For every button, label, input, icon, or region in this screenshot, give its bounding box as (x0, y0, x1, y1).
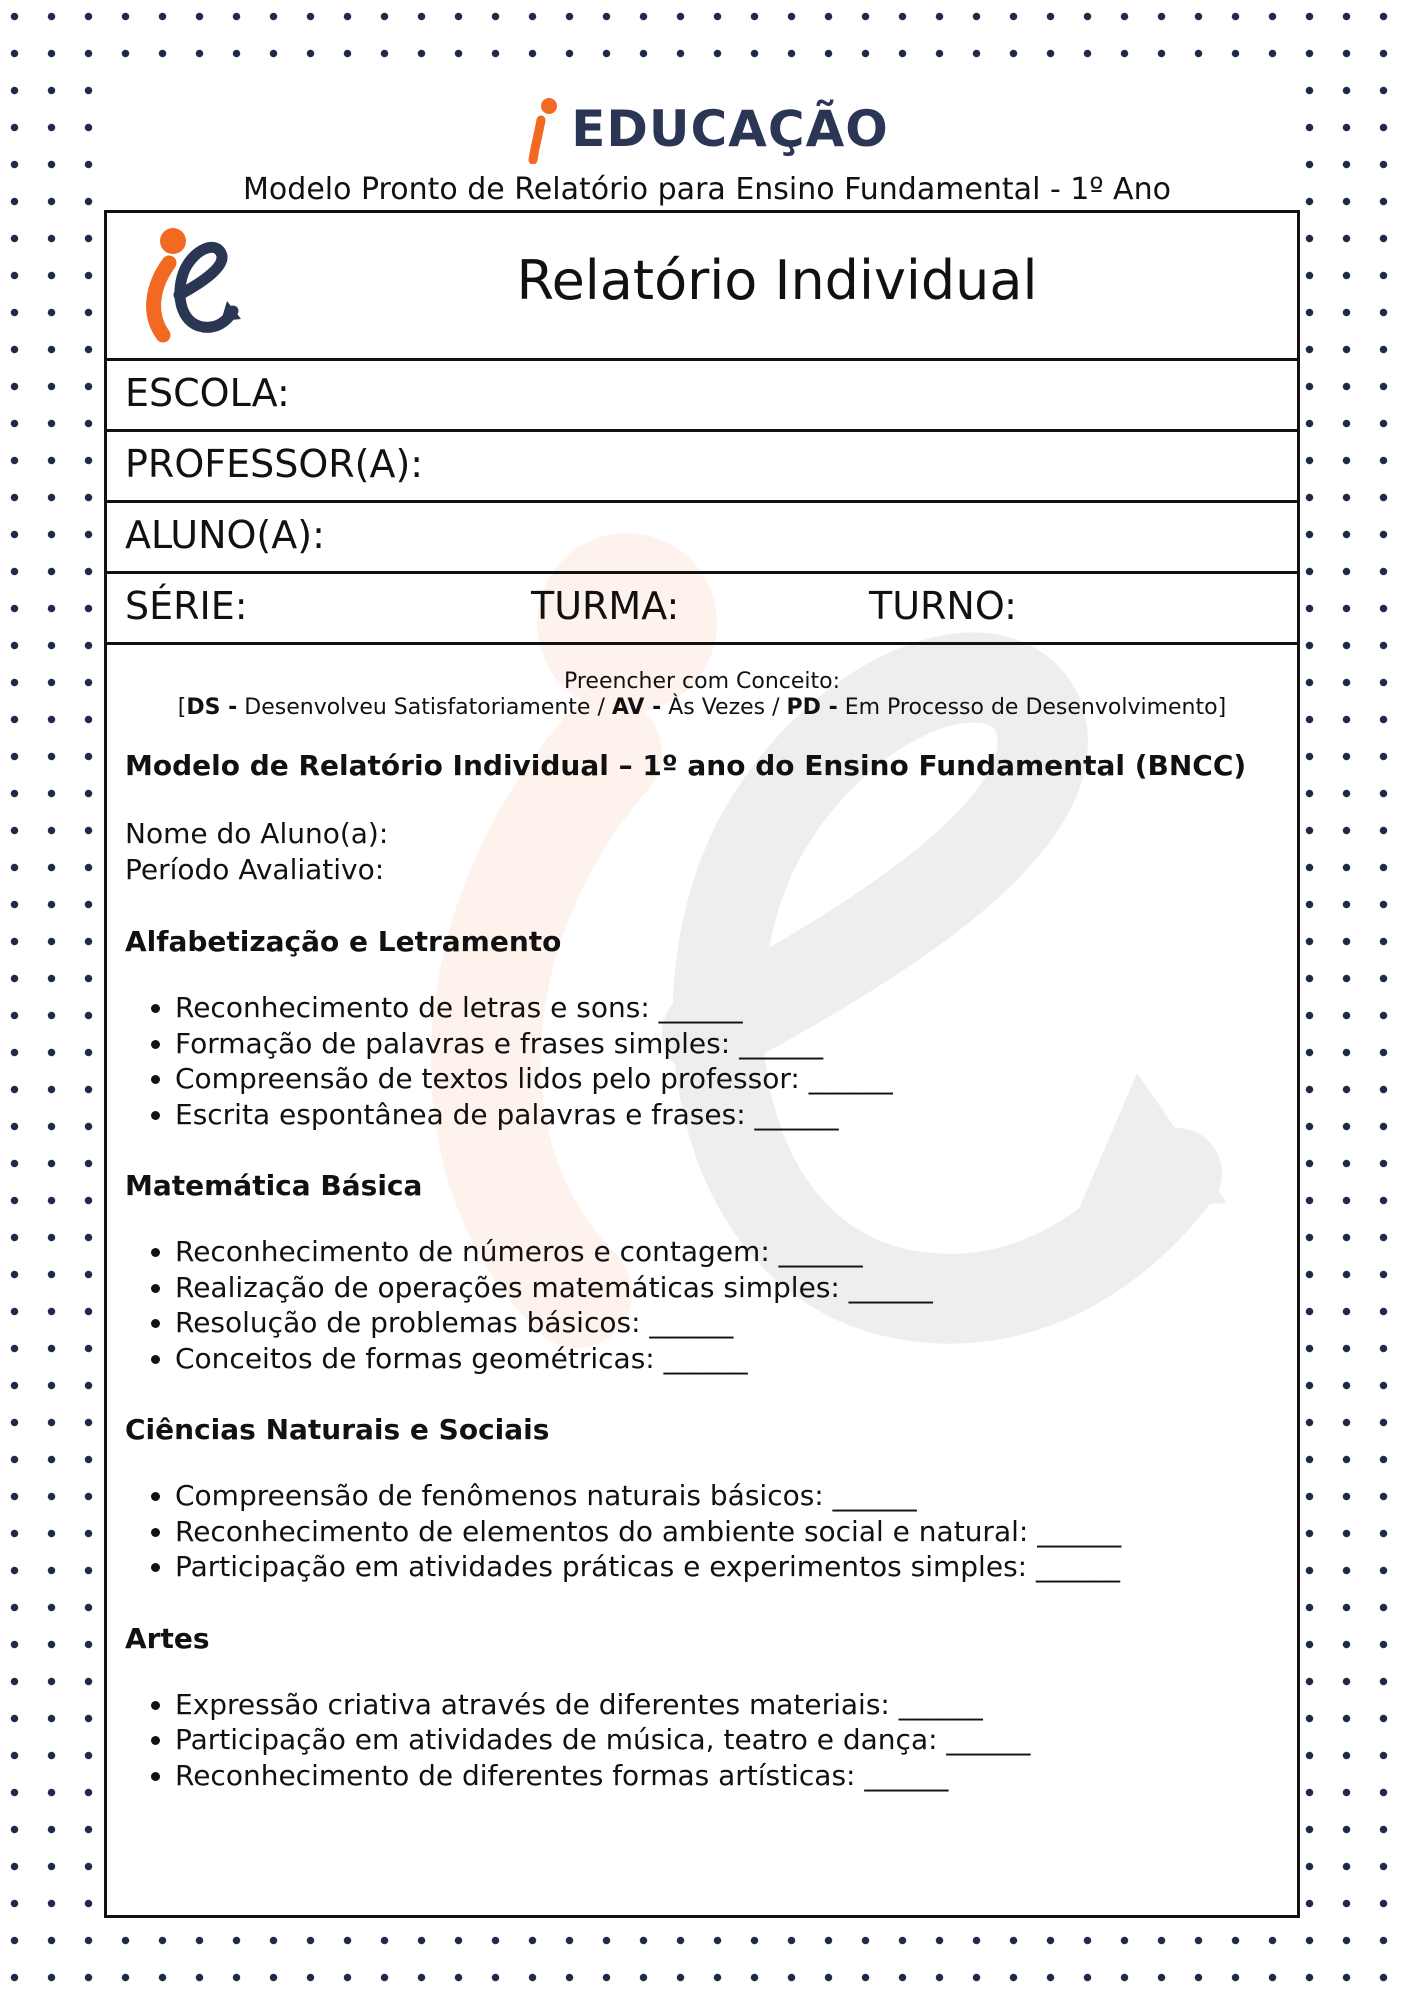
brand-name: EDUCAÇÃO (571, 100, 889, 158)
criteria-item: • Reconhecimento de elementos do ambiente social e natural: ______ (175, 1514, 1279, 1550)
field-serie-turma-turno[interactable] (107, 574, 1297, 645)
student-info (125, 816, 1279, 888)
section-artes (125, 1621, 1279, 1794)
legend-open-bracket: [ (177, 695, 187, 720)
field-professor[interactable] (107, 432, 1297, 503)
document-title: Relatório Individual (516, 249, 1038, 312)
legend-av-text: Às Vezes / (661, 695, 787, 720)
section-ciencias (125, 1412, 1279, 1585)
criteria-item: • Compreensão de textos lidos pelo professor: ______ (175, 1061, 1279, 1097)
field-turma-label: TURMA: (531, 584, 680, 628)
field-aluno-label: ALUNO(A): (125, 513, 325, 557)
brand-logo (120, 94, 1294, 164)
period-label: Período Avaliativo: (125, 853, 385, 886)
field-serie-label: SÉRIE: (125, 584, 248, 628)
report-sheet (104, 210, 1300, 1918)
criteria-list (125, 1687, 1279, 1794)
section-heading: Ciências Naturais e Sociais (125, 1413, 550, 1446)
report-content (107, 749, 1297, 1793)
criteria-item: • Formação de palavras e frases simples: ______ (175, 1026, 1279, 1062)
section-heading: Matemática Básica (125, 1169, 423, 1202)
criteria-item: • Realização de operações matemáticas simples: ______ (175, 1270, 1279, 1306)
criteria-item: • Compreensão de fenômenos naturais básicos: ______ (175, 1478, 1279, 1514)
criteria-item: • Reconhecimento de diferentes formas artísticas: ______ (175, 1758, 1279, 1794)
section-alfabetizacao (125, 924, 1279, 1132)
concept-legend (107, 669, 1297, 721)
criteria-item: • Conceitos de formas geométricas: ______ (175, 1341, 1279, 1377)
legend-intro: Preencher com Conceito: (563, 669, 841, 694)
criteria-list (125, 1478, 1279, 1585)
legend-pd-text: Em Processo de Desenvolvimento (837, 695, 1218, 720)
field-professor-label: PROFESSOR(A): (125, 442, 424, 486)
legend-ds-text: Desenvolveu Satisfatoriamente / (237, 695, 612, 720)
criteria-item: • Participação em atividades práticas e experimentos simples: ______ (175, 1549, 1279, 1585)
page-subtitle: Modelo Pronto de Relatório para Ensino Fundamental - 1º Ano (243, 172, 1171, 207)
section-heading: Artes (125, 1621, 210, 1655)
field-escola-label: ESCOLA: (125, 371, 290, 415)
criteria-item: • Reconhecimento de letras e sons: ______ (175, 990, 1279, 1026)
section-matematica (125, 1168, 1279, 1376)
brand-i-icon (525, 94, 565, 164)
field-escola[interactable] (107, 361, 1297, 432)
section-heading: Alfabetização e Letramento (125, 925, 562, 958)
field-turno-label: TURNO: (869, 584, 1017, 628)
criteria-item: • Escrita espontânea de palavras e frases: ______ (175, 1097, 1279, 1133)
legend-codes (107, 695, 1297, 721)
criteria-list (125, 1234, 1279, 1376)
criteria-list (125, 990, 1279, 1132)
legend-close-bracket: ] (1217, 695, 1227, 720)
criteria-item: • Resolução de problemas básicos: ______ (175, 1305, 1279, 1341)
educacao-logo-icon (133, 223, 243, 347)
page-header (120, 76, 1294, 214)
criteria-item: • Reconhecimento de números e contagem: ______ (175, 1234, 1279, 1270)
field-aluno[interactable] (107, 503, 1297, 574)
criteria-item: • Expressão criativa através de diferentes materiais: ______ (175, 1687, 1279, 1723)
legend-pd-code: PD - (786, 695, 838, 720)
legend-av-code: AV - (611, 695, 662, 720)
legend-ds-code: DS - (186, 695, 238, 720)
student-name-label: Nome do Aluno(a): (125, 817, 389, 850)
criteria-item: • Participação em atividades de música, teatro e dança: ______ (175, 1722, 1279, 1758)
title-row (107, 213, 1297, 361)
main-heading: Modelo de Relatório Individual – 1º ano do Ensino Fundamental (BNCC) (125, 749, 1247, 782)
